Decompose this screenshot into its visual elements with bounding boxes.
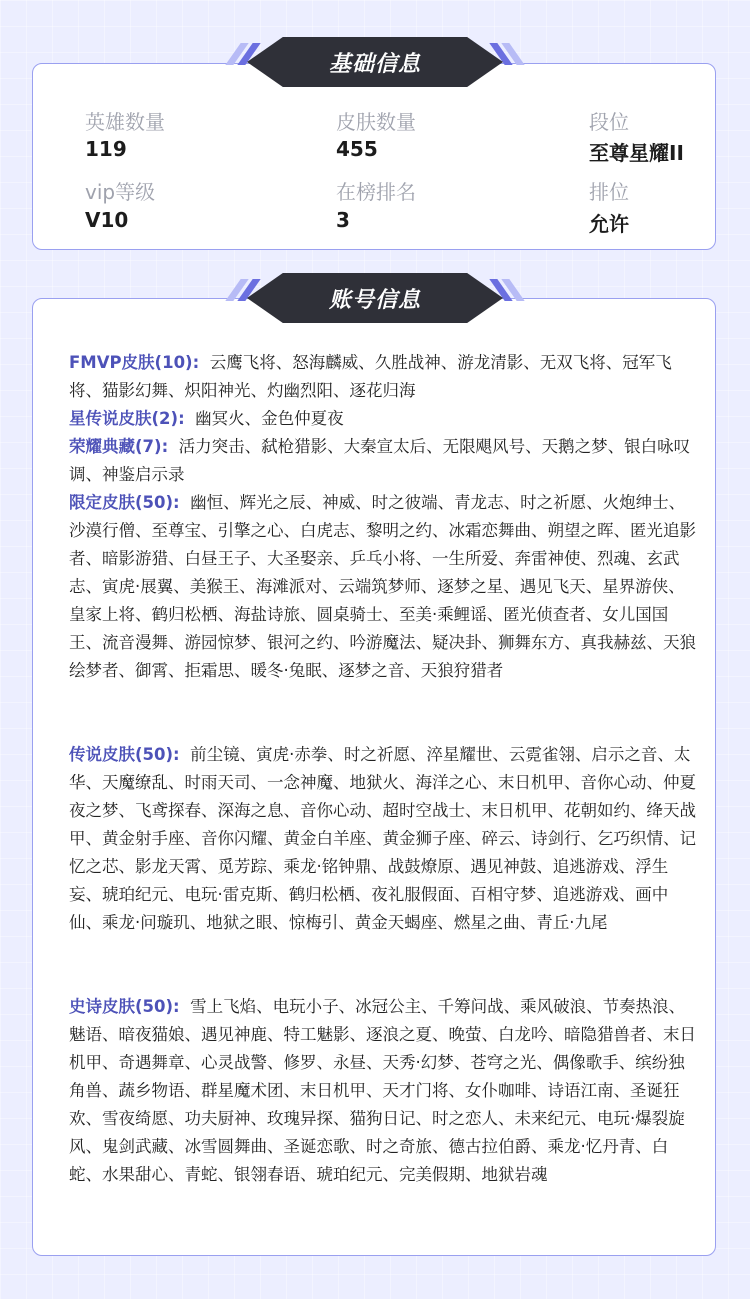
section-text: 幽恒、辉光之辰、神威、时之彼端、青龙志、时之祈愿、火炮绅士、沙漠行僧、至尊宝、引擎之心、白虎志、黎明之约、冰霜恋舞曲、朔望之晖、匿光追影者、暗影游猎、白昼王子、大圣娶亲、乒乓小将、一生所爱、奔雷神使、烈魂、玄武志、寅虎·展翼、美猴王、海滩派对、云端筑梦师、逐梦之星、遇见飞天、星界游侠、皇家上将、鹤归松栖、海盐诗旅、圆桌骑士、至美·乘鲤谣、匿光侦查者、女儿国国王、流音漫舞、游园惊梦、银河之约、吟游魔法、疑决卦、狮舞东方、真我赫兹、天狼绘梦者、御霄、拒霜思、暖冬·兔眠、逐梦之音、天狼狩猎者: [69, 493, 696, 680]
hero-count-value: 119: [85, 137, 127, 161]
vip-level-value: V10: [85, 208, 129, 232]
basic-info-title: 基础信息: [328, 51, 421, 77]
hero-count-label: 英雄数量: [85, 110, 165, 134]
ranked-label: 排位: [589, 180, 629, 204]
legend-skins-section: [69, 741, 699, 937]
skin-count-value: 455: [336, 137, 378, 161]
ranked-value: 允许: [589, 212, 629, 236]
account-info-title: 账号信息: [328, 287, 421, 313]
section-label: 限定皮肤(50):: [69, 493, 180, 512]
section-text: 云鹰飞将、怒海麟威、久胜战神、游龙清影、无双飞将、冠军飞将、猫影幻舞、炽阳神光、灼幽烈阳、逐花归海: [69, 353, 672, 400]
section-text: 活力突击、弑枪猎影、大秦宣太后、无限飓风号、天鹅之梦、银白咏叹调、神鉴启示录: [69, 437, 691, 484]
section-text: 雪上飞焰、电玩小子、冰冠公主、千筹问战、乘风破浪、节奏热浪、魅语、暗夜猫娘、遇见神鹿、特工魅影、逐浪之夏、晚萤、白龙吟、暗隐猎兽者、末日机甲、奇遇舞章、心灵战警、修罗、永昼、天秀·幻梦、苍穹之光、偶像歌手、缤纷独角兽、蔬乡物语、群星魔术团、末日机甲、天才门将、女仆咖啡、诗语江南、圣诞狂欢、雪夜绮愿、功夫厨神、玫瑰异探、猫狗日记、时之恋人、未来纪元、电玩·爆裂旋风、鬼剑武藏、冰雪圆舞曲、圣诞恋歌、时之奇旅、德古拉伯爵、乘龙·忆丹青、白蛇、水果甜心、青蛇、银翎春语、琥珀纪元、完美假期、地狱岩魂: [69, 997, 696, 1184]
rank-tier-value: 至尊星耀II: [589, 141, 684, 165]
account-info-card: [32, 298, 716, 1256]
section-text: 幽冥火、金色仲夏夜: [195, 409, 344, 428]
section-label: 传说皮肤(50):: [69, 745, 180, 764]
limited-skins-section: [69, 489, 699, 685]
section-label: 史诗皮肤(50):: [69, 997, 180, 1016]
basic-info-card: [32, 63, 716, 250]
leaderboard-rank-value: 3: [336, 208, 350, 232]
rank-tier-label: 段位: [589, 110, 629, 134]
section-text: 前尘镜、寅虎·赤拳、时之祈愿、淬星耀世、云霓雀翎、启示之音、太华、天魔缭乱、时雨天司、一念神魔、地狱火、海洋之心、末日机甲、音你心动、仲夏夜之梦、飞鸢探春、深海之息、音你心动、超时空战士、末日机甲、花朝如约、绛天战甲、黄金射手座、音你闪耀、黄金白羊座、黄金狮子座、碎云、诗剑行、乞巧织情、记忆之芯、影龙天霄、觅芳踪、乘龙·铭钟鼎、战鼓燎原、遇见神鼓、追逃游戏、浮生妄、琥珀纪元、电玩·雷克斯、鹤归松栖、夜礼服假面、百相守梦、追逃游戏、画中仙、乘龙·问璇玑、地狱之眼、惊梅引、黄金天蝎座、燃星之曲、青丘·九尾: [69, 745, 696, 932]
section-label: 荣耀典藏(7):: [69, 437, 169, 456]
skin-count-label: 皮肤数量: [336, 110, 416, 134]
section-label: FMVP皮肤(10):: [69, 353, 200, 372]
fmvp-skins-section: [69, 349, 699, 405]
vip-level-label: vip等级: [85, 180, 156, 204]
section-label: 星传说皮肤(2):: [69, 409, 185, 428]
basic-info-banner: [225, 37, 525, 87]
star-legend-skins-section: [69, 405, 699, 433]
epic-skins-section: [69, 993, 699, 1189]
glory-collection-section: [69, 433, 699, 489]
account-info-banner: [225, 273, 525, 323]
leaderboard-rank-label: 在榜排名: [336, 180, 416, 204]
